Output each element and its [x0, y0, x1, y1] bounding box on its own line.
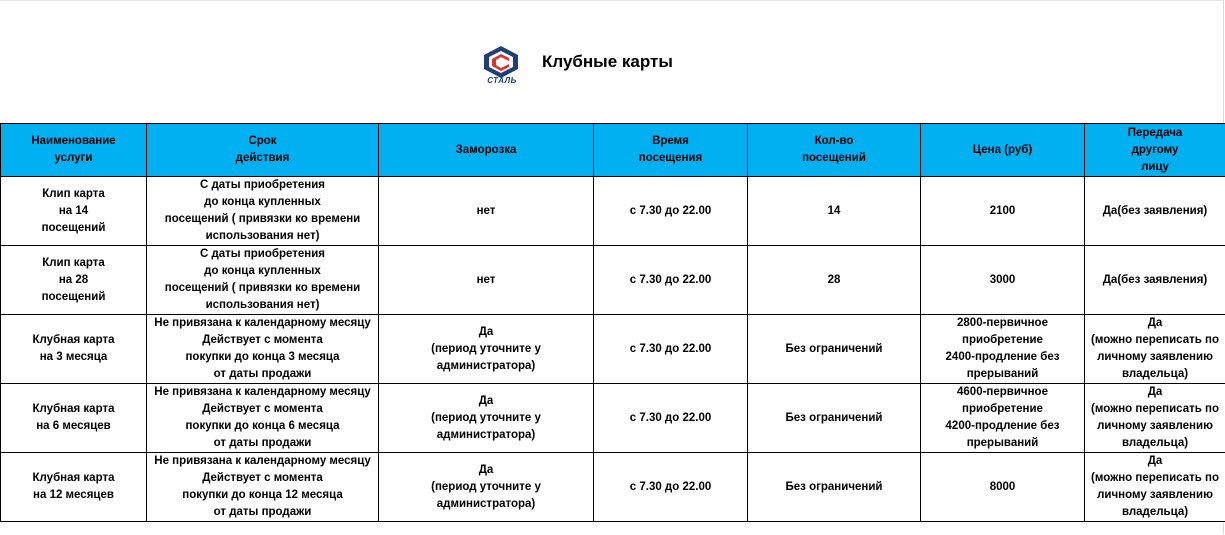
- cell-transfer: Да (можно переписать по личному заявлению владельца): [1085, 384, 1225, 453]
- cell-time: с 7.30 до 22.00: [594, 384, 748, 453]
- table-header-row: [1, 124, 1225, 177]
- cell-visits: Без ограничений: [748, 384, 921, 453]
- logo-text: СТАЛЬ: [487, 76, 517, 85]
- cell-freeze: нет: [379, 177, 594, 246]
- club-cards-table: [0, 123, 1225, 522]
- table-row: [1, 384, 1225, 453]
- column-header-time: Время посещения: [594, 124, 748, 177]
- cell-validity: С даты приобретения до конца купленных посещений ( привязки ко времени использования нет): [147, 177, 379, 246]
- column-header-validity: Срок действия: [147, 124, 379, 177]
- column-header-price: Цена (руб): [921, 124, 1085, 177]
- cell-transfer: Да(без заявления): [1085, 177, 1225, 246]
- cell-visits: 28: [748, 246, 921, 315]
- cell-time: с 7.30 до 22.00: [594, 246, 748, 315]
- cell-price: 8000: [921, 453, 1085, 522]
- cell-transfer: Да(без заявления): [1085, 246, 1225, 315]
- cell-validity: Не привязана к календарному месяцу Действует с момента покупки до конца 6 месяца от даты продажи: [147, 384, 379, 453]
- cell-freeze: нет: [379, 246, 594, 315]
- column-header-name: Наименование услуги: [1, 124, 147, 177]
- cell-visits: Без ограничений: [748, 315, 921, 384]
- cell-validity: Не привязана к календарному месяцу Действует с момента покупки до конца 12 месяца от даты продажи: [147, 453, 379, 522]
- cell-time: с 7.30 до 22.00: [594, 315, 748, 384]
- page-header: [0, 0, 1225, 123]
- cell-name: Клубная карта на 6 месяцев: [1, 384, 147, 453]
- cell-name: Клубная карта на 12 месяцев: [1, 453, 147, 522]
- cell-price: 4600-первичное приобретение 4200-продление без прерываний: [921, 384, 1085, 453]
- cell-freeze: Да (период уточните у администратора): [379, 453, 594, 522]
- page-title: Клубные карты: [542, 52, 673, 71]
- cell-name: Клип карта на 28 посещений: [1, 246, 147, 315]
- cell-visits: 14: [748, 177, 921, 246]
- table-row: [1, 246, 1225, 315]
- cell-freeze: Да (период уточните у администратора): [379, 315, 594, 384]
- table-row: [1, 315, 1225, 384]
- cell-freeze: Да (период уточните у администратора): [379, 384, 594, 453]
- cell-price: 2100: [921, 177, 1085, 246]
- column-header-visits: Кол-во посещений: [748, 124, 921, 177]
- table-row: [1, 453, 1225, 522]
- cell-time: с 7.30 до 22.00: [594, 453, 748, 522]
- table-row: [1, 177, 1225, 246]
- cell-name: Клубная карта на 3 месяца: [1, 315, 147, 384]
- cell-transfer: Да (можно переписать по личному заявлению владельца): [1085, 315, 1225, 384]
- cell-name: Клип карта на 14 посещений: [1, 177, 147, 246]
- cell-transfer: Да (можно переписать по личному заявлению владельца): [1085, 453, 1225, 522]
- column-header-transfer: Передача другому лицу: [1085, 124, 1225, 177]
- cell-time: с 7.30 до 22.00: [594, 177, 748, 246]
- cell-validity: Не привязана к календарному месяцу Действует с момента покупки до конца 3 месяца от даты продажи: [147, 315, 379, 384]
- cell-price: 2800-первичное приобретение 2400-продление без прерываний: [921, 315, 1085, 384]
- column-header-freeze: Заморозка: [379, 124, 594, 177]
- cell-visits: Без ограничений: [748, 453, 921, 522]
- cell-price: 3000: [921, 246, 1085, 315]
- cell-validity: С даты приобретения до конца купленных посещений ( привязки ко времени использования нет): [147, 246, 379, 315]
